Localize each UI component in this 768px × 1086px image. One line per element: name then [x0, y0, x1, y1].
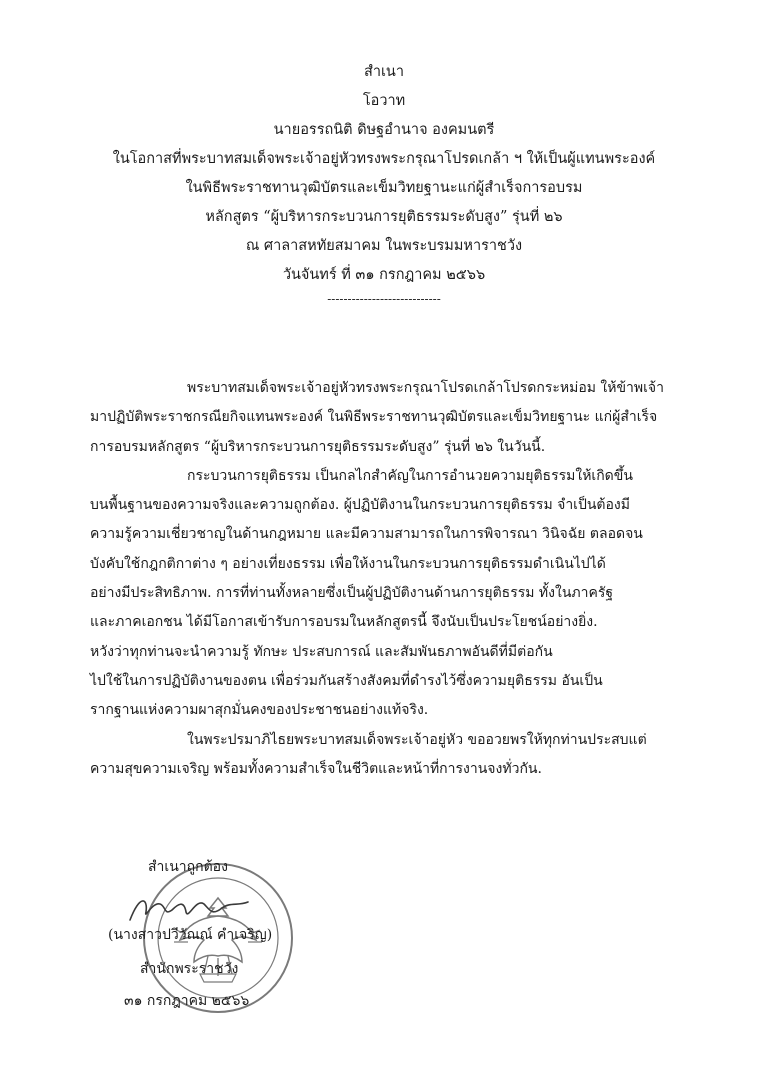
document-header — [0, 58, 768, 306]
venue-line: ณ ศาลาสหทัยสมาคม ในพระบรมมหาราชวัง — [245, 238, 523, 254]
body-line: การอบรมหลักสูตร “ผู้บริหารกระบวนการยุติธรรมระดับสูง” รุ่นที่ ๒๖ ในวันนี้. — [90, 438, 546, 455]
body-line: ไปใช้ในการปฏิบัติงานของตน เพื่อร่วมกันสร้างสังคมที่ดำรงไว้ซึ่งความยุติธรรม อันเป็น — [90, 672, 603, 689]
signatory-name: (นางสาวปวีวัณณ์ คำเจริญ) — [108, 927, 273, 943]
body-line: มาปฏิบัติพระราชกรณียกิจแทนพระองค์ ในพิธีพระราชทานวุฒิบัตรและเข็มวิทยฐานะ แก่ผู้สำเร็จ — [90, 409, 658, 426]
speech-body — [90, 374, 690, 784]
body-line: รากฐานแห่งความผาสุกมั่นคงของประชาชนอย่างแท้จริง. — [90, 702, 429, 719]
ceremony-line: ในพิธีพระราชทานวุฒิบัตรและเข็มวิทยฐานะแก่ผู้สำเร็จการอบรม — [185, 180, 583, 196]
body-line: อย่างมีประสิทธิภาพ. การที่ท่านทั้งหลายซึ่งเป็นผู้ปฏิบัติงานด้านการยุติธรรม ทั้งในภาครัฐ — [90, 585, 614, 602]
document-title: โอวาท — [362, 93, 406, 109]
body-line: ความสุขความเจริญ พร้อมทั้งความสำเร็จในชีวิตและหน้าที่การงานจงทั่วกัน. — [90, 760, 542, 777]
body-line: กระบวนการยุติธรรม เป็นกลไกสำคัญในการอำนวยความยุติธรรมให้เกิดขึ้น — [187, 467, 633, 484]
body-line: บังคับใช้กฎกติกาต่าง ๆ อย่างเที่ยงธรรม เพื่อให้งานในกระบวนการยุติธรรมดำเนินไปได้ — [90, 555, 606, 572]
speaker-line: นายอรรถนิติ ดิษฐอำนาจ องคมนตรี — [273, 122, 495, 138]
body-line: ความรู้ความเชี่ยวชาญในด้านกฎหมาย และมีความสามารถในการพิจารณา วินิจฉัย ตลอดจน — [90, 526, 643, 543]
body-line: พระบาทสมเด็จพระเจ้าอยู่หัวทรงพระกรุณาโปรดเกล้าโปรดกระหม่อม ให้ข้าพเจ้า — [187, 380, 664, 396]
date-line: วันจันทร์ ที่ ๓๑ กรกฎาคม ๒๕๖๖ — [282, 267, 486, 283]
certification-date: ๓๑ กรกฎาคม ๒๕๖๖ — [124, 993, 250, 1009]
body-line: บนพื้นฐานของความจริงและความถูกต้อง. ผู้ปฏิบัติงานในกระบวนการยุติธรรม จำเป็นต้องมี — [90, 497, 630, 514]
signatory-office: สำนักพระราชวัง — [140, 961, 239, 977]
certified-copy-label: สำเนาถูกต้อง — [148, 859, 228, 875]
body-line: และภาคเอกชน ได้มีโอกาสเข้ารับการอบรมในหลักสูตรนี้ จึงนับเป็นประโยชน์อย่างยิ่ง. — [90, 614, 598, 631]
signature-scribble — [126, 890, 256, 928]
course-line: หลักสูตร “ผู้บริหารกระบวนการยุติธรรมระดับสูง” รุ่นที่ ๒๖ — [205, 209, 563, 225]
occasion-line: ในโอกาสที่พระบาทสมเด็จพระเจ้าอยู่หัวทรงพระกรุณาโปรดเกล้า ฯ ให้เป็นผู้แทนพระองค์ — [112, 151, 656, 167]
body-line: หวังว่าทุกท่านจะนำความรู้ ทักษะ ประสบการณ์ และสัมพันธภาพอันดีที่มีต่อกัน — [90, 643, 553, 660]
body-line: ในพระปรมาภิไธยพระบาทสมเด็จพระเจ้าอยู่หัว ขออวยพรให้ทุกท่านประสบแต่ — [187, 731, 647, 748]
copy-mark: สำเนา — [363, 64, 404, 80]
header-divider: ---------------------------- — [327, 292, 441, 306]
